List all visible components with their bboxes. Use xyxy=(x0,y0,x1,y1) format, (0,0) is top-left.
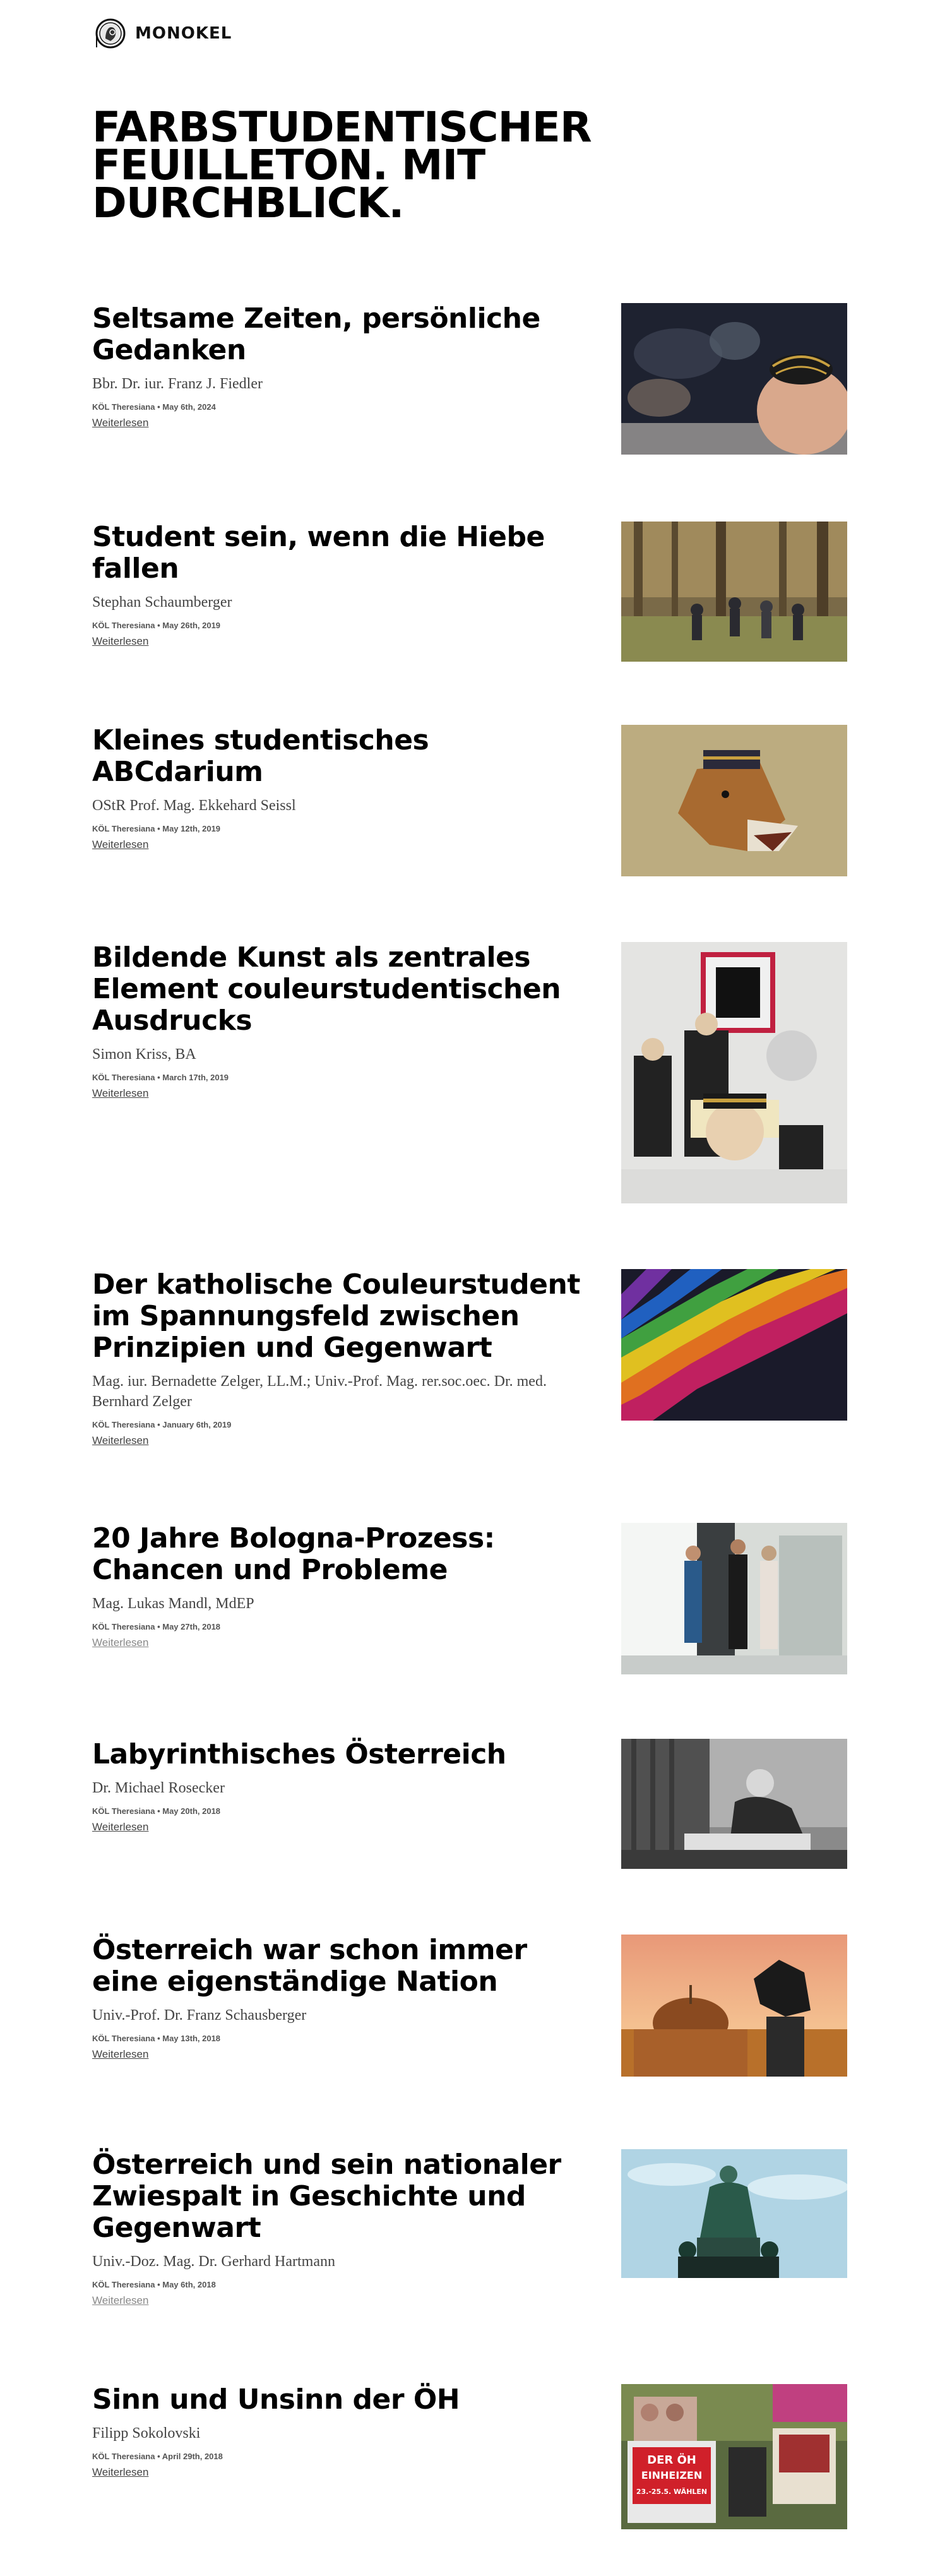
article-date: May 27th, 2018 xyxy=(162,1622,221,1631)
article-author: Univ.-Doz. Mag. Dr. Gerhard Hartmann xyxy=(92,2253,335,2270)
read-more-link[interactable]: Weiterlesen xyxy=(92,838,149,850)
article-title[interactable]: Labyrinthisches Österreich xyxy=(92,1738,506,1770)
article-text xyxy=(92,725,597,851)
article-title[interactable]: Österreich und sein nationaler Zwiespalt in Geschichte und Gegenwart xyxy=(92,2149,561,2244)
article-title[interactable]: Seltsame Zeiten, persönliche Gedanken xyxy=(92,302,540,366)
article-text xyxy=(92,1935,597,2061)
article-image[interactable] xyxy=(621,2149,847,2278)
article-image[interactable] xyxy=(621,1269,847,1421)
brand-name[interactable]: MONOKEL xyxy=(135,24,232,43)
article-author: Bbr. Dr. iur. Franz J. Fiedler xyxy=(92,376,263,392)
article-date: May 12th, 2019 xyxy=(162,824,221,833)
article-author: Mag. iur. Bernadette Zelger, LL.M.; Univ.-Prof. Mag. rer.soc.oec. Dr. med. Bernhard Zelger xyxy=(92,1373,547,1410)
article-date: May 13th, 2018 xyxy=(162,2034,221,2043)
article-author: Univ.-Prof. Dr. Franz Schausberger xyxy=(92,2007,307,2024)
article-image[interactable] xyxy=(621,2384,847,2529)
article-org: KÖL Theresiana xyxy=(92,621,155,630)
article-org: KÖL Theresiana xyxy=(92,1622,155,1631)
article-title[interactable]: 20 Jahre Bologna-Prozess: Chancen und Probleme xyxy=(92,1522,495,1586)
article-image[interactable] xyxy=(621,1523,847,1674)
read-more-link[interactable]: Weiterlesen xyxy=(92,1434,149,1446)
monocle-logo-icon[interactable] xyxy=(93,17,126,50)
article-author: Simon Kriss, BA xyxy=(92,1046,196,1063)
article-text xyxy=(92,1739,597,1834)
article-meta: KÖL Theresiana • April 29th, 2018 xyxy=(92,2452,223,2461)
article-author: Stephan Schaumberger xyxy=(92,594,232,611)
article-title[interactable]: Sinn und Unsinn der ÖH xyxy=(92,2383,460,2416)
article-image[interactable] xyxy=(621,1739,847,1869)
article-date: May 20th, 2018 xyxy=(162,1806,221,1816)
read-more-link[interactable]: Weiterlesen xyxy=(92,2294,149,2306)
article-org: KÖL Theresiana xyxy=(92,1420,155,1429)
read-more-link[interactable]: Weiterlesen xyxy=(92,417,149,429)
article-title[interactable]: Bildende Kunst als zentrales Element couleurstudentischen Ausdrucks xyxy=(92,941,561,1037)
article-author: Filipp Sokolovski xyxy=(92,2425,201,2442)
article-org: KÖL Theresiana xyxy=(92,2034,155,2043)
article-date: May 6th, 2024 xyxy=(162,402,216,412)
article-meta: KÖL Theresiana • January 6th, 2019 xyxy=(92,1420,232,1429)
article-title[interactable]: Österreich war schon immer eine eigenständige Nation xyxy=(92,1934,527,1998)
read-more-link[interactable]: Weiterlesen xyxy=(92,2466,149,2478)
hero-line-3: DURCHBLICK. xyxy=(92,179,404,227)
article-meta: KÖL Theresiana • May 20th, 2018 xyxy=(92,1806,221,1816)
article-meta: KÖL Theresiana • May 27th, 2018 xyxy=(92,1622,221,1631)
article-date: January 6th, 2019 xyxy=(162,1420,232,1429)
article-org: KÖL Theresiana xyxy=(92,1806,155,1816)
site-header xyxy=(93,16,232,51)
article-image[interactable] xyxy=(621,522,847,662)
article-title[interactable]: Kleines studentisches ABCdarium xyxy=(92,724,429,788)
read-more-link[interactable]: Weiterlesen xyxy=(92,1821,149,1833)
article-org: KÖL Theresiana xyxy=(92,824,155,833)
article-image[interactable] xyxy=(621,725,847,876)
article-text xyxy=(92,1523,597,1649)
article-title[interactable]: Der katholische Couleurstudent im Spannungsfeld zwischen Prinzipien und Gegenwart xyxy=(92,1268,580,1364)
article-image[interactable] xyxy=(621,942,847,1203)
article-date: May 6th, 2018 xyxy=(162,2280,216,2289)
article-text xyxy=(92,942,597,1100)
article-org: KÖL Theresiana xyxy=(92,1073,155,1082)
read-more-link[interactable]: Weiterlesen xyxy=(92,1637,149,1649)
article-org: KÖL Theresiana xyxy=(92,2452,155,2461)
article-meta: KÖL Theresiana • March 17th, 2019 xyxy=(92,1073,229,1082)
read-more-link[interactable]: Weiterlesen xyxy=(92,635,149,647)
read-more-link[interactable]: Weiterlesen xyxy=(92,1087,149,1099)
article-title[interactable]: Student sein, wenn die Hiebe fallen xyxy=(92,521,545,585)
article-text xyxy=(92,303,597,429)
article-author: Mag. Lukas Mandl, MdEP xyxy=(92,1595,254,1612)
poster-line-3: 23.-25.5. WÄHLEN xyxy=(636,2488,708,2496)
article-text xyxy=(92,2149,597,2307)
article-image[interactable] xyxy=(621,303,847,455)
article-text xyxy=(92,1269,597,1447)
article-date: April 29th, 2018 xyxy=(162,2452,223,2461)
article-author: OStR Prof. Mag. Ekkehard Seissl xyxy=(92,797,296,814)
article-meta: KÖL Theresiana • May 6th, 2018 xyxy=(92,2280,216,2289)
hero-headline xyxy=(92,103,660,227)
article-image[interactable] xyxy=(621,1935,847,2086)
hero-line-1: FARBSTUDENTISCHER xyxy=(92,103,592,152)
article-meta: KÖL Theresiana • May 26th, 2019 xyxy=(92,621,221,630)
poster-line-2: EINHEIZEN xyxy=(641,2469,703,2481)
poster-line-1: DER ÖH xyxy=(647,2454,696,2467)
hero-line-2: FEUILLETON. MIT xyxy=(92,141,485,189)
read-more-link[interactable]: Weiterlesen xyxy=(92,2048,149,2060)
article-date: May 26th, 2019 xyxy=(162,621,221,630)
article-meta: KÖL Theresiana • May 13th, 2018 xyxy=(92,2034,221,2043)
article-meta: KÖL Theresiana • May 12th, 2019 xyxy=(92,824,221,833)
article-org: KÖL Theresiana xyxy=(92,2280,155,2289)
article-date: March 17th, 2019 xyxy=(162,1073,229,1082)
article-org: KÖL Theresiana xyxy=(92,402,155,412)
article-text xyxy=(92,2384,597,2479)
article-text xyxy=(92,522,597,648)
article-author: Dr. Michael Rosecker xyxy=(92,1780,225,1796)
article-meta: KÖL Theresiana • May 6th, 2024 xyxy=(92,402,216,412)
